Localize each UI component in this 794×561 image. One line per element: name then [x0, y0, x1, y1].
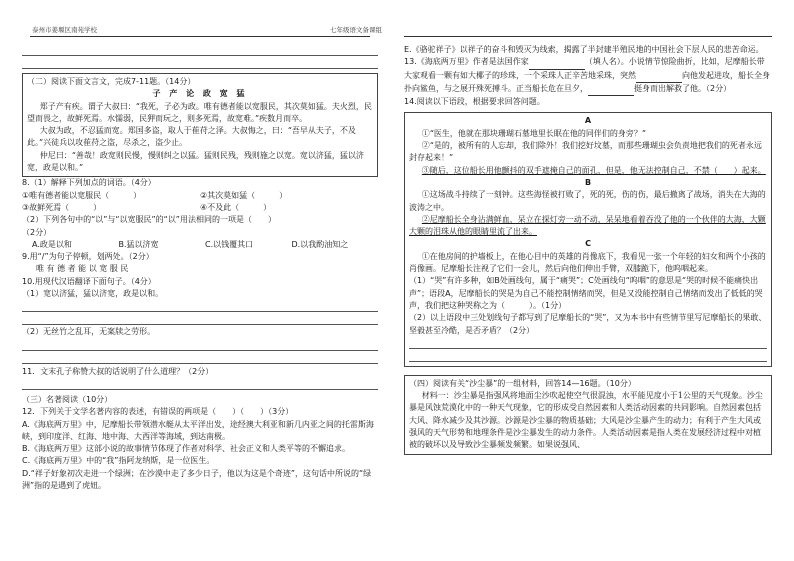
- section-4-box: [404, 375, 772, 455]
- q13-blank-author[interactable]: [529, 56, 585, 69]
- q8-item[interactable]: ③故鲜死焉（ ）: [22, 202, 102, 212]
- header-rule-right: [404, 36, 772, 37]
- q13-part-c: 向他发起进攻，船长全身扑向鲨鱼，与之展开殊死搏斗。正当船长危在旦夕，: [404, 70, 770, 93]
- header-course: 七年级语文备课组: [330, 26, 382, 34]
- q13-blank-rescuer[interactable]: [588, 83, 634, 96]
- q13-part-d: 挺身而出解救了他。（2分）: [634, 83, 732, 93]
- passage-b-1: ①这场战斗持续了一刻钟。这些海怪被打败了，死的死，伤的伤，最后撤离了战场，消失在大海的波涛之中。: [409, 190, 766, 212]
- q8-option-d[interactable]: D.以我酌油知之: [291, 239, 349, 249]
- q12-option-b: B.《海底两万里》这部小说的故事情节体现了作者对科学、社会正义和人类平等的不懈追求。: [22, 444, 351, 454]
- q12-option-e: E.《骆驼祥子》以祥子的奋斗和毁灭为线索，揭露了半封建半殖民地的中国社会下层人民的悲苦命运。: [404, 45, 764, 54]
- q10-title: 10.用现代汉语翻译下面句子。（4分）: [22, 276, 156, 286]
- q8-title: 8.（1）解释下列加点的词语。（4分）: [22, 178, 156, 188]
- q12-option-a: A.《海底两万里》中，尼摩船长带领潜水艇从太平洋出发，途经澳大利亚和新几内亚之间的托雷斯海峡，到印度洋、红海、地中海、大西洋等海域，到达南极。: [22, 419, 374, 441]
- answer-line: [22, 44, 378, 56]
- q8-2: （2）下列各句中的“以”与“以宽服民”的“以”用法相同的一项是（ ）: [22, 215, 276, 225]
- q9-sentence: 唯 有 德 者 能 以 宽 服 民: [36, 264, 129, 274]
- passage-label-c: C: [585, 239, 591, 249]
- q13: [404, 56, 772, 96]
- answer-line[interactable]: [22, 352, 378, 364]
- q8-option-c[interactable]: C.以钱覆其口: [205, 239, 254, 249]
- answer-line: [22, 57, 378, 69]
- q8-items-row1: [22, 190, 378, 202]
- article-para-3: 仲尼曰：“善哉！政宽则民慢，慢则纠之以猛。猛则民残，残则施之以宽。宽以济猛，猛以济宽，政是以和。”: [27, 150, 364, 173]
- q12-title: 12．下列关于文学名著内容的表述，有错误的两项是（ ）（ ）（3分）: [22, 407, 294, 417]
- section-2-title: （二）阅读下面文言文，完成7-11题。（14分）: [27, 77, 196, 86]
- passage-a-1: ①“医生，他就在那块珊瑚石墓地里长眠在他的同伴们的身旁？”: [421, 128, 646, 138]
- q8-item[interactable]: ②其次莫如猛（ ）: [200, 190, 288, 200]
- q9-title: 9.用“/”为句子停顿，划两处。（2分）: [22, 252, 154, 262]
- q8-option-a[interactable]: A.政是以和: [32, 239, 72, 249]
- q8-2b: （2分）: [22, 227, 52, 237]
- left-column: [22, 44, 378, 492]
- passage-a-2: ②“是的，被所有的人忘却，我们除外！我们挖好坟墓，而那些珊瑚虫会负责地把我们的死者永远封存起来！”: [409, 141, 762, 163]
- passage-box: [404, 112, 772, 366]
- material-1: 材料一：沙尘暴是指强风将地面尘沙吹起使空气很混浊，水平能见度小于1公里的天气现象。沙尘暴是风蚀荒漠化中的一种天气现象，它的形成受自然因素和人类活动因素的共同影响。自然因素包括大风、降水减少及其沙源。沙源是沙尘暴的物质基础；大风是沙尘暴产生的动力；有利于产生大风或强风的天气形势和地理条件是沙尘暴发生的动力条件。人类活动因素是指人类在发展经济过程中对植被的破坏以及导致沙尘暴频发频繁。如果说强风、: [409, 391, 763, 450]
- q14-sub-2: （2）以上语段中三处划线句子都写到了尼摩船长的“哭”，又为本书中有些情节里写尼摩船长的果敢、坚毅甚至冷酷，是否矛盾？（2分）: [409, 313, 767, 335]
- right-column: [404, 44, 772, 455]
- q11-title: 11．文末孔子称赞大叔的话说明了什么道理？（2分）: [22, 366, 214, 376]
- q14-sub-1: （1）“哭”有许多种，如B处画线句，属于“痛哭”；C处画线句“呜咽”的意思是“哭的时候不能痛快出声”；语段A，尼摩船长的哭是为自己不能控制情绪而哭，但是又没能控制自己情绪而发出了低低的哭声，我们把这种哭称之为（ ）。（1分）: [409, 276, 763, 310]
- answer-line[interactable]: [409, 337, 767, 349]
- q8-item[interactable]: ④不及此（ ）: [200, 202, 272, 212]
- section-3-title: （三）名著阅读（10分）: [22, 394, 113, 404]
- section-4-title: （四）阅读有关“沙尘暴”的一组材料，回答14—16题。（10分）: [409, 378, 636, 388]
- passage-a-3: ③随后，这位船长用他颤抖的双手遮掩自己的面孔，但是，他无法控制自己，不禁（ ）起来。: [421, 165, 766, 175]
- q14-title: 14.阅读以下语段，根据要求回答问题。: [404, 97, 545, 107]
- q13-part-a: 13.《海底两万里》作者是法国作家: [404, 57, 529, 67]
- answer-line[interactable]: [22, 300, 378, 312]
- answer-line[interactable]: [22, 313, 378, 325]
- q8-options: [22, 239, 378, 251]
- passage-label-a: A: [584, 116, 592, 126]
- answer-line[interactable]: [409, 350, 767, 362]
- q10-2: （2）无丝竹之乱耳，无案牍之劳形。: [22, 327, 156, 337]
- passage-label-b: B: [584, 177, 592, 187]
- q8-option-b[interactable]: B.猛以济宽: [118, 239, 159, 249]
- q12-option-c: C.《海底两万里》中的“我”指阿龙纳斯，是一位医生。: [22, 456, 215, 466]
- article-para-2: 大叔为政，不忍猛而宽。郑国多盗，取人于萑苻之泽。大叔悔之，曰：“吾早从夫子，不及此。”兴徒兵以攻萑苻之盗，尽杀之，盗少止。: [27, 126, 356, 148]
- passage-c-1: ①在他房间的护墙板上，在他心目中的英雄的肖像底下，我看见一张一个年轻的妇女和两个小孩的肖像画。尼摩船长注视了它们一会儿，然后向他们伸出手臂，双膝跪下，他呜咽起来。: [409, 251, 766, 274]
- answer-line[interactable]: [22, 378, 378, 390]
- header-school: 泰州市姜堰区南苑学校: [32, 26, 97, 34]
- answer-line[interactable]: [22, 339, 378, 351]
- q8-items-row2: [22, 202, 378, 214]
- q12-option-d: D.“祥子好象初次走进一个绿洲；在沙漠中走了多少日子，他以为这是个奇迹”，这句话中所说的“绿洲”指的是遇到了虎妞。: [22, 468, 372, 491]
- article-title: 子 产 论 政 宽 猛: [152, 89, 248, 99]
- passage-b-2: ②尼摩船长全身沾满鲜血，呆立在探灯旁一动不动，呆呆地看着吞没了他的一个伙伴的大海，大颗大颗的泪珠从他的眼睛里流了出来。: [409, 214, 766, 237]
- q13-part-b: （填人名）。小说情节惊险曲折，比如，尼摩船长带大家观看一颗有如大椰子的珍珠，一个采珠人正辛苦地采珠，突然: [404, 57, 765, 80]
- q8-item[interactable]: ①唯有德者能以宽服民（ ）: [22, 190, 142, 200]
- q10-1: （1）宽以济猛，猛以济宽，政是以和。: [22, 289, 164, 299]
- header-rule-left: [30, 36, 370, 37]
- article-para-1: 郑子产有疾。谓子大叔曰：“我死，子必为政。唯有德者能以宽服民，其次莫如猛。夫火烈，民望而畏之，故鲜死焉。水懦弱，民狎而玩之，则多死焉，故宽难。”疾数月而卒。: [27, 101, 372, 123]
- section-2-box: [22, 73, 378, 177]
- q13-blank-attacker[interactable]: [636, 70, 682, 83]
